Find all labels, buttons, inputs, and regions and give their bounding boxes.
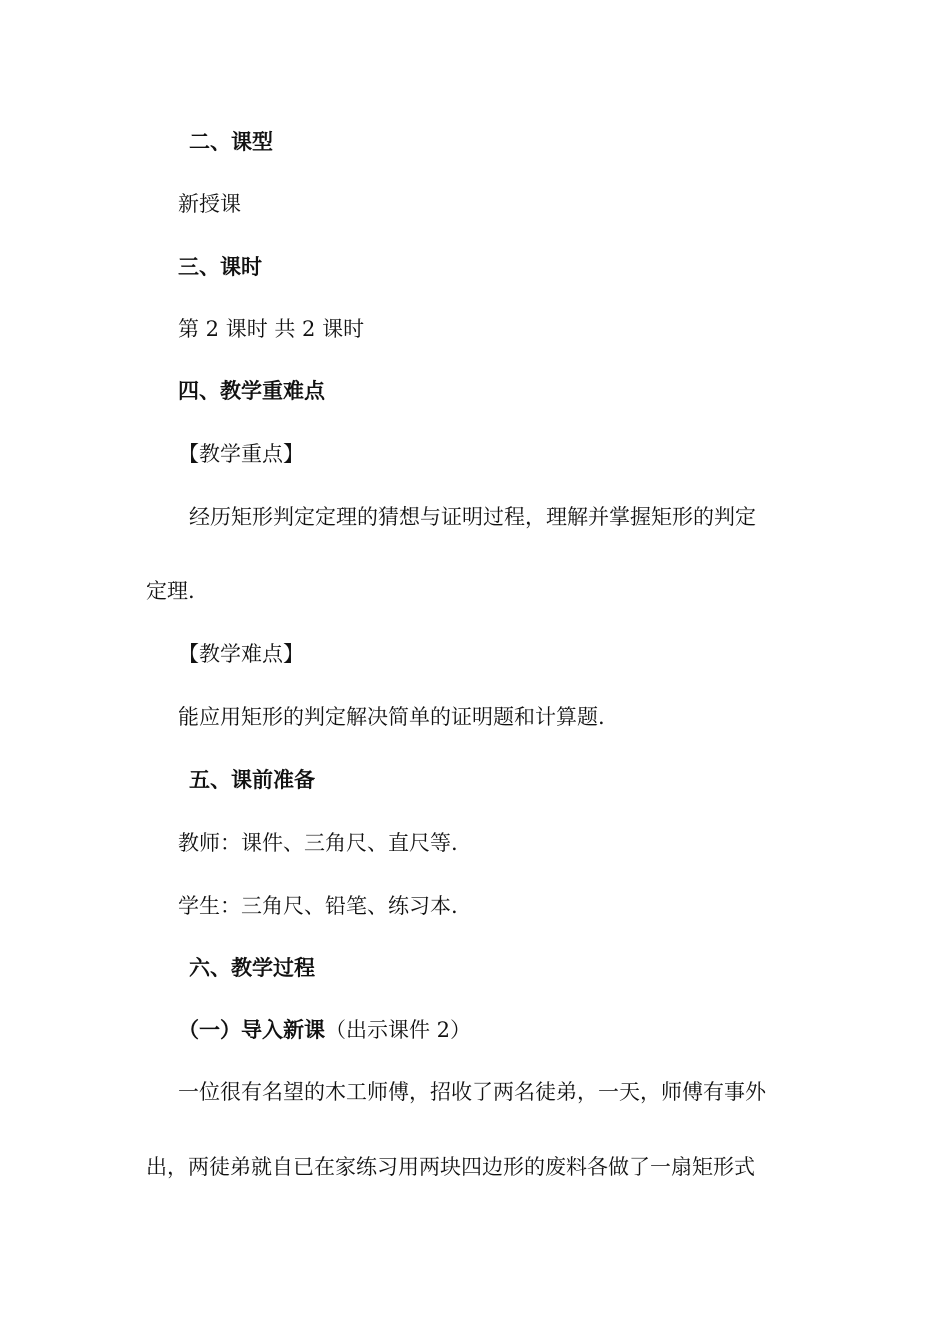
difficulties-text: 能应用矩形的判定解决简单的证明题和计算题. [178, 705, 605, 729]
paragraph-line2: 出，两徒弟就自已在家练习用两块四边形的废料各做了一扇矩形式 [146, 1155, 755, 1179]
section2-text: 新授课 [178, 192, 241, 216]
section2-heading: 二、课型 [189, 129, 273, 154]
section3-text: 第 2 课时 共 2 课时 [178, 317, 365, 341]
section4-heading: 四、教学重难点 [178, 378, 325, 403]
section6-heading: 六、教学过程 [189, 955, 315, 980]
key-points-line2: 定理. [146, 579, 195, 603]
key-points-line1: 经历矩形判定定理的猜想与证明过程，理解并掌握矩形的判定 [189, 505, 756, 529]
key-points-label: 【教学重点】 [178, 442, 304, 466]
difficulties-label: 【教学难点】 [178, 642, 304, 666]
student-prep: 学生：三角尺、铅笔、练习本. [178, 894, 458, 918]
subsection1-note: （出示课件 2） [325, 1018, 472, 1042]
paragraph-line1: 一位很有名望的木工师傅，招收了两名徒弟，一天，师傅有事外 [178, 1080, 766, 1104]
subsection1-heading-line [178, 1016, 471, 1044]
section3-heading: 三、课时 [178, 254, 262, 279]
subsection1-heading: （一）导入新课 [178, 1017, 325, 1042]
teacher-prep: 教师：课件、三角尺、直尺等. [178, 831, 458, 855]
section5-heading: 五、课前准备 [189, 767, 315, 792]
